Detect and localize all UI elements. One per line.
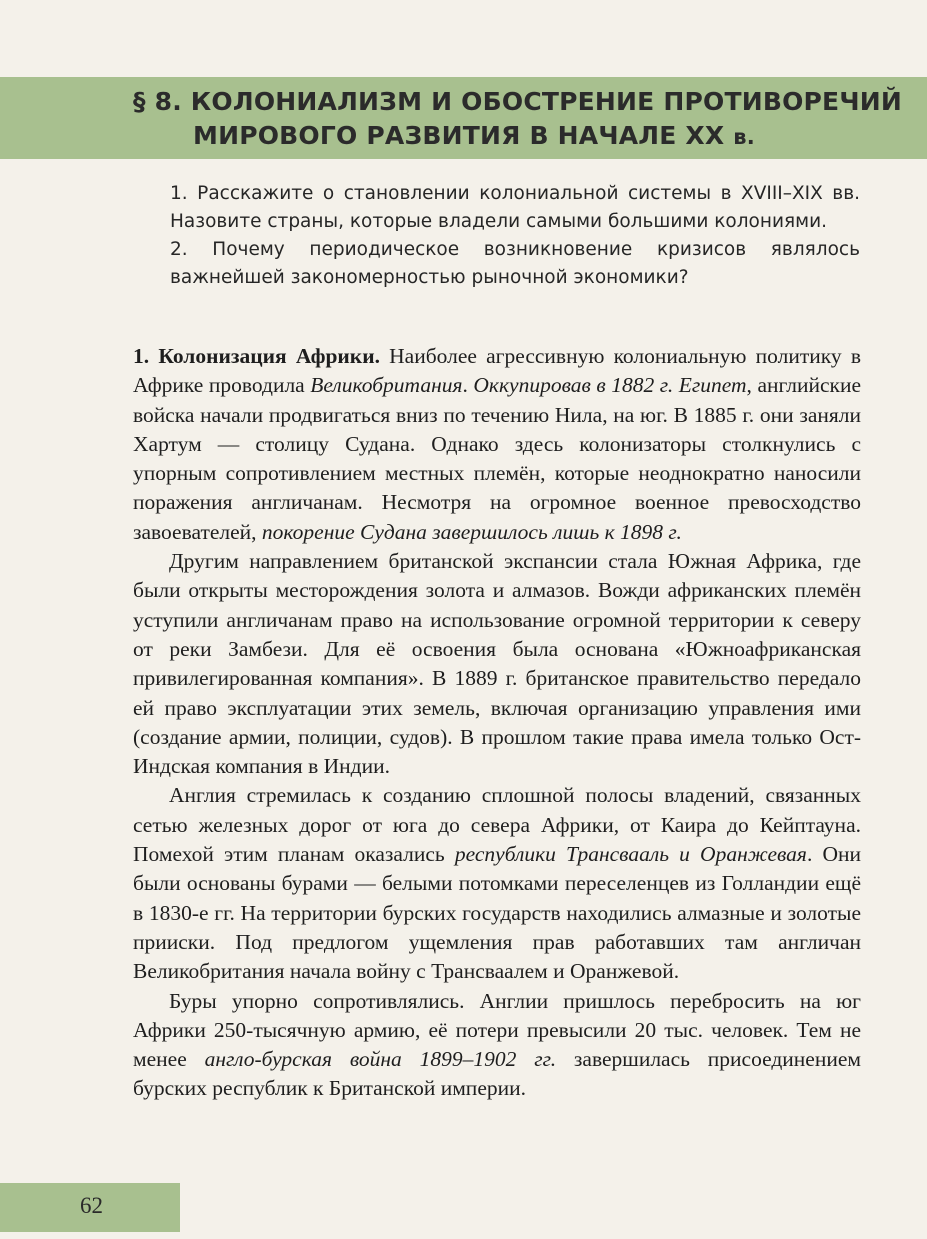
- review-questions: [170, 180, 860, 292]
- section-heading: 1. Колонизация Африки.: [133, 344, 380, 368]
- paragraph-4: [133, 987, 861, 1104]
- text-run: Англия стремилась к созданию сплошной полосы владений, связанных сетью железных дорог от юга до севера Африки, от Каира до Кейптауна. Помехой этим планам оказались: [133, 783, 861, 867]
- chapter-title-line2: [193, 121, 755, 150]
- text-run: Наиболее агрессивную колониальную политику в Африке проводила: [133, 344, 862, 398]
- question-2: 2. Почему периодическое возникновение кризисов являлось важнейшей закономерностью рыночной экономики?: [170, 239, 860, 288]
- page-number: 62: [80, 1193, 103, 1218]
- chapter-title-line1: § 8. КОЛОНИАЛИЗМ И ОБОСТРЕНИЕ ПРОТИВОРЕЧИЙ: [133, 87, 902, 116]
- text-run: завершилась присоединением бурских республик к Британской империи.: [133, 1047, 862, 1101]
- chapter-title-line2-suffix: в.: [733, 125, 755, 149]
- italic-term: республики Трансвааль и Оранжевая: [454, 842, 807, 867]
- italic-term: Оккупировав в 1882 г. Египет: [473, 373, 747, 398]
- question-1: 1. Расскажите о становлении колониальной системы в XVIII–XIX вв. Назовите страны, которые владели самыми большими колониями.: [170, 183, 860, 232]
- text-run: . Они были основаны бурами — белыми потомками переселенцев из Голландии ещё в 1830-е гг. На территории бурских государств находились алмазные и золотые прииски. Под предлогом ущемления прав работавших там англичан Великобритания начала войну с Трансваалем и Оранжевой.: [133, 842, 861, 984]
- italic-term: англо-бурская война 1899–1902 гг.: [204, 1047, 557, 1072]
- text-run: , английские войска начали продвигаться вниз по течению Нила, на юг. В 1885 г. они заняли Хартум — столицу Судана. Однако здесь колонизаторы столкнулись с упорным сопротивлением местных племён, которые неоднократно наносили поражения англичанам. Несмотря на огромное военное превосходство завоевателей,: [133, 373, 861, 544]
- paragraph-1: [133, 342, 861, 547]
- italic-term: покорение Судана завершилось лишь к 1898 г.: [261, 519, 682, 544]
- paragraph-2: Другим направлением британской экспансии стала Южная Африка, где были открыты месторождения золота и алмазов. Вожди африканских племён уступили англичанам право на использование огромной территории к северу от реки Замбези. Для её освоения была основана «Южноафриканская привилегированная компания». В 1889 г. британское правительство передало ей право эксплуатации этих земель, включая организацию управления ими (создание армии, полиции, судов). В прошлом такие права имела только Ост-Индская компания в Индии.: [133, 549, 861, 779]
- text-run: .: [462, 373, 474, 398]
- section-body: [133, 342, 861, 1104]
- paragraph-3: [133, 781, 861, 986]
- italic-term: Великобритания: [310, 373, 463, 398]
- text-run: Буры упорно сопротивлялись. Англии пришлось перебросить на юг Африки 250-тысячную армию, её потери превысили 20 тыс. человек. Тем не менее: [133, 988, 861, 1072]
- chapter-title-line2-main: МИРОВОГО РАЗВИТИЯ В НАЧАЛЕ XX: [193, 121, 725, 150]
